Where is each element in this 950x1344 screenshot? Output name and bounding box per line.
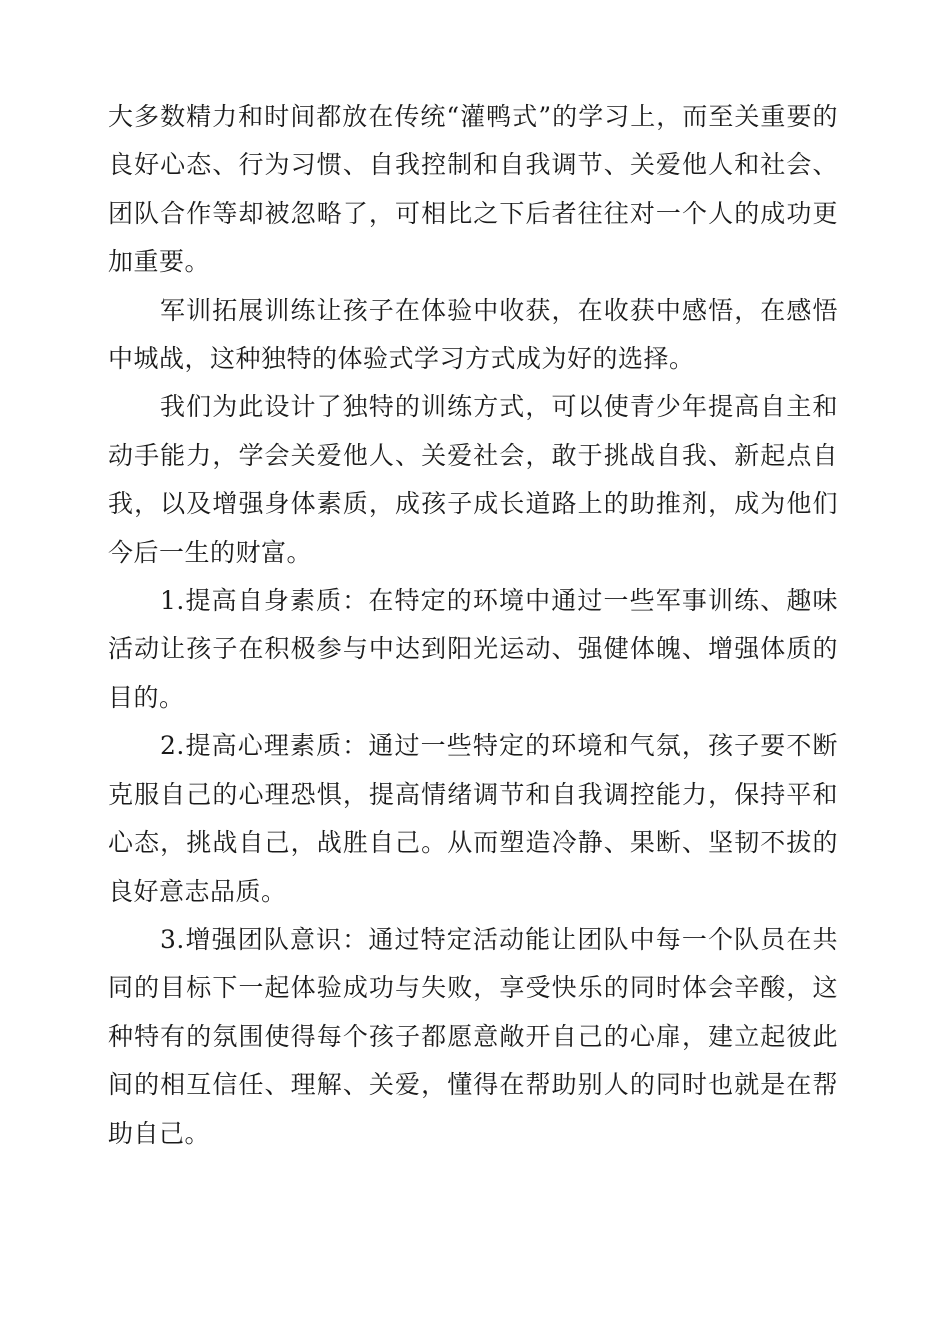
paragraph-3: 我们为此设计了独特的训练方式，可以使青少年提高自主和动手能力，学会关爱他人、关爱社会，敢于挑战自我、新起点自我，以及增强身体素质，成孩子成长道路上的助推剂，成为他们今后一生的财富。 xyxy=(108,392,838,567)
document-body xyxy=(108,93,838,1158)
list-item-2: 2.提高心理素质：通过一些特定的环境和气氛，孩子要不断克服自己的心理恐惧，提高情绪调节和自我调控能力，保持平和心态，挑战自己，战胜自己。从而塑造冷静、果断、坚韧不拔的良好意志品质。 xyxy=(108,731,838,906)
list-item-3: 3.增强团队意识：通过特定活动能让团队中每一个队员在共同的目标下一起体验成功与失败，享受快乐的同时体会辛酸，这种特有的氛围使得每个孩子都愿意敞开自己的心扉，建立起彼此间的相互信任、理解、关爱，懂得在帮助别人的同时也就是在帮助自己。 xyxy=(108,924,838,1148)
list-item-1: 1.提高自身素质：在特定的环境中通过一些军事训练、趣味活动让孩子在积极参与中达到阳光运动、强健体魄、增强体质的目的。 xyxy=(108,586,838,712)
paragraph-1: 大多数精力和时间都放在传统“灌鸭式”的学习上，而至关重要的良好心态、行为习惯、自我控制和自我调节、关爱他人和社会、团队合作等却被忽略了，可相比之下后者往往对一个人的成功更加重要。 xyxy=(108,102,838,277)
paragraph-2: 军训拓展训练让孩子在体验中收获，在收获中感悟，在感悟中城战，这种独特的体验式学习方式成为好的选择。 xyxy=(108,295,838,374)
